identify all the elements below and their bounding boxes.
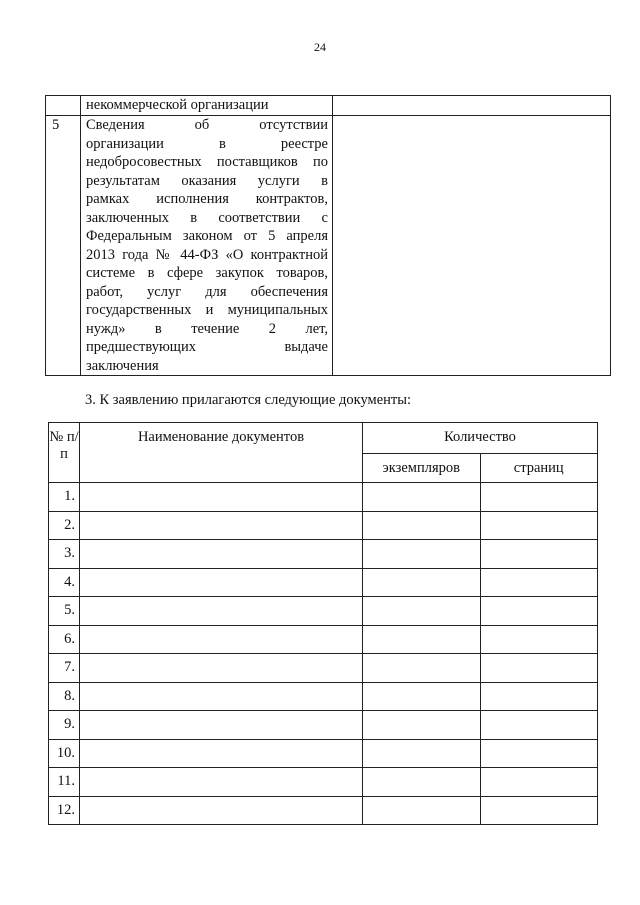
copies-cell — [363, 511, 481, 540]
document-name-cell — [80, 739, 363, 768]
copies-cell — [363, 483, 481, 512]
continuation-table — [45, 95, 611, 376]
copies-cell — [363, 654, 481, 683]
column-header-name: Наименование документов — [80, 423, 363, 483]
copies-cell — [363, 597, 481, 626]
row-description-text — [86, 116, 328, 375]
copies-cell — [363, 796, 481, 825]
document-name-cell — [80, 511, 363, 540]
pages-cell — [480, 768, 598, 797]
text-line: предшествующих выдаче — [86, 339, 328, 355]
text-line: заключения — [86, 357, 159, 374]
documents-table-body — [49, 483, 598, 825]
document-name-cell — [80, 483, 363, 512]
copies-cell — [363, 711, 481, 740]
table-row — [46, 96, 611, 116]
table-row — [49, 568, 598, 597]
table-cell — [333, 116, 611, 376]
row-number: 11. — [49, 768, 80, 797]
copies-cell — [363, 768, 481, 797]
table-row — [49, 739, 598, 768]
row-description — [81, 116, 333, 376]
text-line: заключенных в соответствии с — [86, 209, 328, 226]
text-line: Сведения об отсутствии — [86, 117, 328, 133]
document-name-cell — [80, 568, 363, 597]
column-header-copies: экземпляров — [363, 454, 481, 483]
pages-cell — [480, 483, 598, 512]
text-line: системе в сфере закупок товаров, — [86, 265, 328, 281]
attachments-heading: 3. К заявлению прилагаются следующие документы: — [85, 392, 412, 408]
copies-cell — [363, 739, 481, 768]
table-cell: некоммерческой организации — [81, 96, 333, 116]
pages-cell — [480, 796, 598, 825]
pages-cell — [480, 597, 598, 626]
pages-cell — [480, 654, 598, 683]
document-name-cell — [80, 768, 363, 797]
row-number: 7. — [49, 654, 80, 683]
table-header-row — [49, 423, 598, 454]
pages-cell — [480, 511, 598, 540]
text-line: государственных и муниципальных — [86, 302, 328, 318]
column-header-pages: страниц — [480, 454, 598, 483]
table-row — [49, 796, 598, 825]
pages-cell — [480, 625, 598, 654]
text-line: Федеральным законом от 5 апреля — [86, 228, 328, 244]
table-row — [49, 768, 598, 797]
column-header-number: № п/п — [49, 423, 80, 483]
table-row — [49, 625, 598, 654]
row-number: 3. — [49, 540, 80, 569]
document-name-cell — [80, 654, 363, 683]
pages-cell — [480, 682, 598, 711]
copies-cell — [363, 682, 481, 711]
table-cell — [46, 96, 81, 116]
table-row — [49, 511, 598, 540]
text-line: работ, услуг для обеспечения — [86, 283, 328, 300]
row-number: 2. — [49, 511, 80, 540]
text-line: нужд» в течение 2 лет, — [86, 320, 328, 337]
column-header-quantity: Количество — [363, 423, 598, 454]
document-name-cell — [80, 711, 363, 740]
table-row — [49, 654, 598, 683]
pages-cell — [480, 568, 598, 597]
document-name-cell — [80, 796, 363, 825]
text-line: результатам оказания услуги в — [86, 172, 328, 189]
table-row — [49, 483, 598, 512]
copies-cell — [363, 568, 481, 597]
page-number: 24 — [314, 40, 326, 54]
row-number: 9. — [49, 711, 80, 740]
table-row — [46, 116, 611, 376]
document-name-cell — [80, 682, 363, 711]
row-number: 6. — [49, 625, 80, 654]
pages-cell — [480, 540, 598, 569]
pages-cell — [480, 739, 598, 768]
row-number: 12. — [49, 796, 80, 825]
copies-cell — [363, 625, 481, 654]
row-number: 5 — [46, 116, 81, 376]
text-line: недобросовестных поставщиков по — [86, 154, 328, 170]
table-cell — [333, 96, 611, 116]
document-name-cell — [80, 597, 363, 626]
document-name-cell — [80, 625, 363, 654]
text-line: организации в реестре — [86, 135, 328, 152]
text-line: 2013 года № 44-ФЗ «О контрактной — [86, 246, 328, 263]
table-row — [49, 682, 598, 711]
table-row — [49, 711, 598, 740]
row-number: 4. — [49, 568, 80, 597]
table-row — [49, 540, 598, 569]
text-line: рамках исполнения контрактов, — [86, 191, 328, 207]
pages-cell — [480, 711, 598, 740]
table-row — [49, 597, 598, 626]
document-name-cell — [80, 540, 363, 569]
row-number: 10. — [49, 739, 80, 768]
row-number: 5. — [49, 597, 80, 626]
row-number: 1. — [49, 483, 80, 512]
row-number: 8. — [49, 682, 80, 711]
documents-table — [48, 422, 598, 825]
copies-cell — [363, 540, 481, 569]
